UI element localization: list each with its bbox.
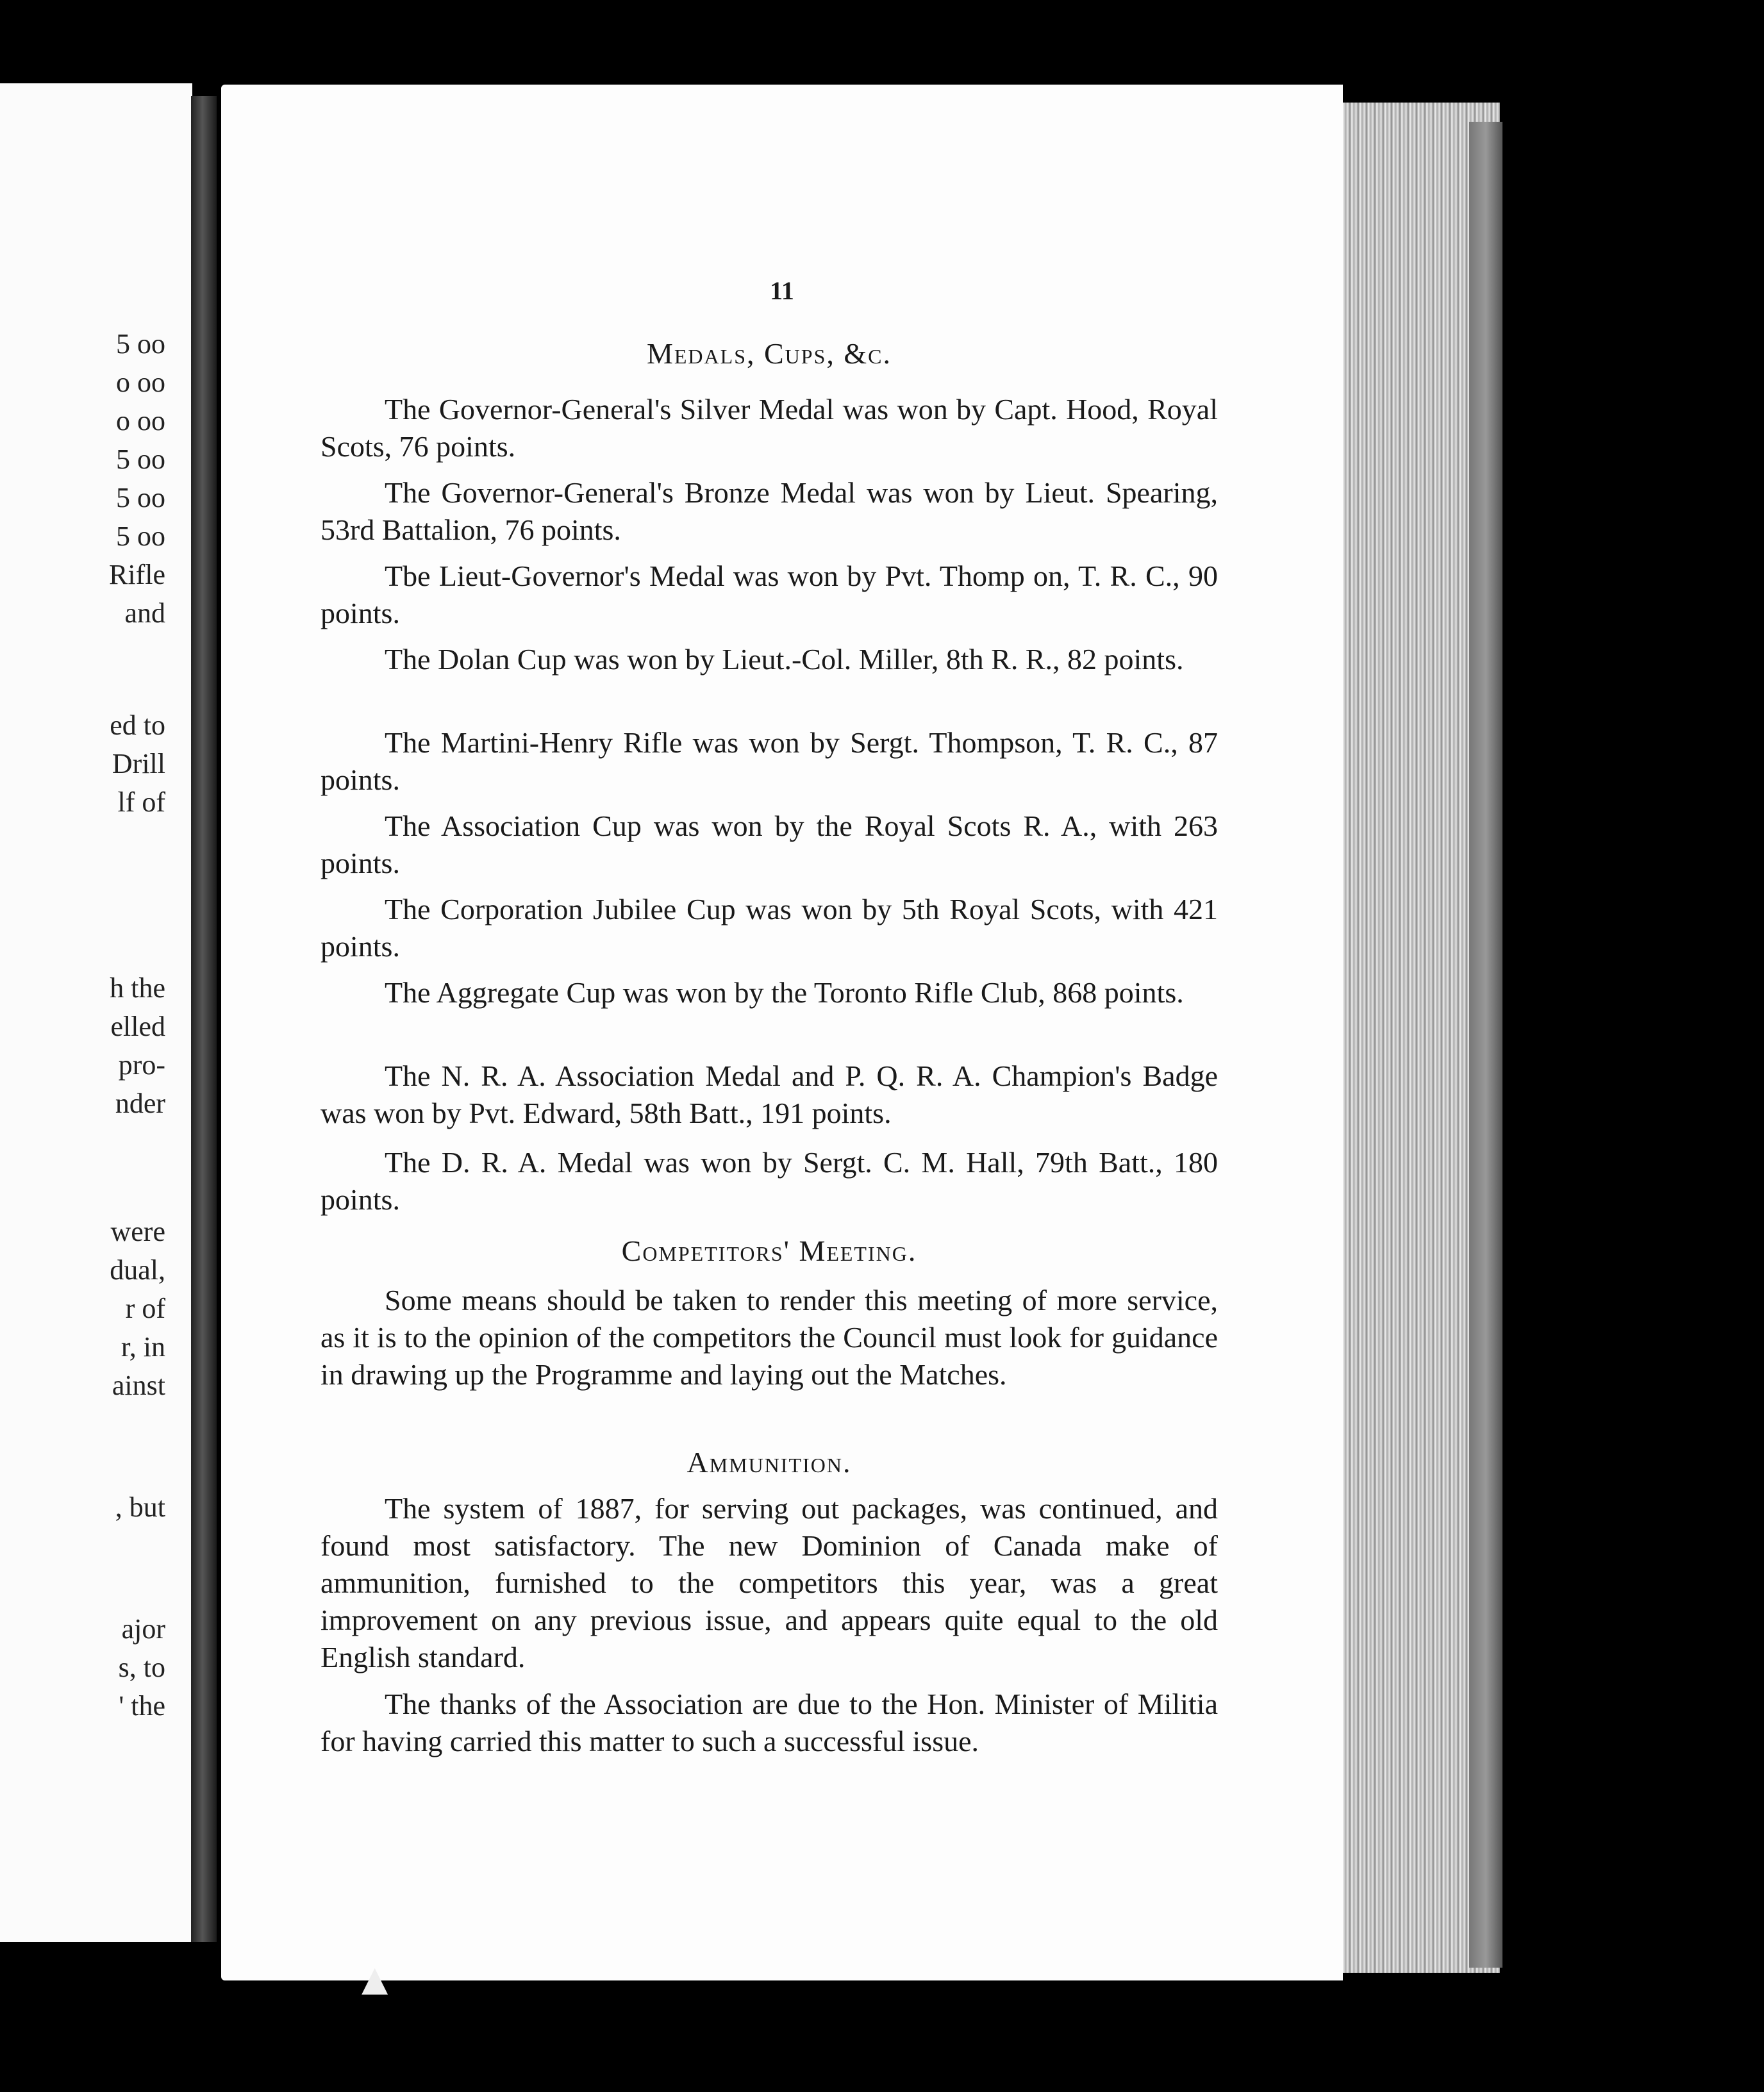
paragraph: The thanks of the Association are due to the Hon. Minister of Militia for having carried this matter to such a successful issue. [320,1688,1218,1757]
left-page-line: r, in [121,1331,165,1363]
page-number: 11 [770,276,794,305]
section-heading-ammunition: Ammunition. [686,1446,852,1479]
left-page-line: ' the [119,1690,165,1722]
left-page-line: Drill [112,748,165,779]
left-page-line: s, to [118,1652,165,1683]
left-page-line: nder [115,1088,165,1119]
left-page-line: were [110,1216,165,1247]
left-page-line: 5 oo [116,482,165,513]
paragraph: The D. R. A. Medal was won by Sergt. C. M. Hall, 79th Batt., 180 points. [320,1146,1218,1216]
left-page-line: Rifle [109,559,165,590]
left-page-line: 5 oo [116,520,165,552]
paragraph: The Governor-General's Bronze Medal was won by Lieut. Spearing, 53rd Battalion, 76 points. [320,476,1218,546]
left-page-line: r of [125,1293,165,1324]
left-page-line: 5 oo [116,444,165,475]
section-heading-medals: Medals, Cups, &c. [646,337,892,370]
left-page-line: elled [110,1011,165,1042]
left-page-line: ed to [110,710,165,741]
left-page-line: o oo [116,367,165,398]
paragraph: The Dolan Cup was won by Lieut.-Col. Miller, 8th R. R., 82 points. [385,643,1184,676]
scan-speck: ▲ [353,1955,397,2005]
book-gutter [191,96,217,1942]
section-heading-competitors-meeting: Competitors' Meeting. [621,1234,917,1267]
left-page-line: and [124,597,165,629]
left-page-line: h the [110,972,165,1004]
left-page-line: 5 oo [116,328,165,360]
paragraph: The Martini-Henry Rifle was won by Sergt. Thompson, T. R. C., 87 points. [320,726,1218,796]
book-cover-edge [1469,122,1502,1968]
left-page-line: o oo [116,405,165,436]
paragraph: The Aggregate Cup was won by the Toronto Rifle Club, 868 points. [385,976,1184,1009]
left-page-line: ainst [112,1370,165,1401]
paragraph: The system of 1887, for serving out packages, was continued, and found most satisfactory. The new Dominion of Canada make of ammunition, furnished to the competitors this year, was a great improvement on any previous issue, and appears quite equal to the old English standard. [320,1492,1218,1673]
left-page-line: dual, [110,1254,165,1286]
paragraph: The N. R. A. Association Medal and P. Q. R. A. Champion's Badge was won by Pvt. Edward, 58th Batt., 191 points. [320,1059,1218,1129]
left-page-line: , but [115,1491,165,1523]
left-page-line: pro- [118,1049,165,1081]
paragraph: The Governor-General's Silver Medal was won by Capt. Hood, Royal Scots, 76 points. [320,393,1218,463]
left-page-line: ajor [121,1613,165,1645]
left-page-line: lf of [117,786,165,818]
paragraph: The Association Cup was won by the Royal Scots R. A., with 263 points. [320,809,1218,879]
left-facing-page [0,83,192,1942]
paragraph: Tbe Lieut-Governor's Medal was won by Pvt. Thomp on, T. R. C., 90 points. [320,560,1218,629]
paragraph: Some means should be taken to render this meeting of more service, as it is to the opinion of the competitors the Council must look for guidance in drawing up the Programme and laying out the Matches. [320,1284,1218,1391]
paragraph: The Corporation Jubilee Cup was won by 5th Royal Scots, with 421 points. [320,893,1218,963]
